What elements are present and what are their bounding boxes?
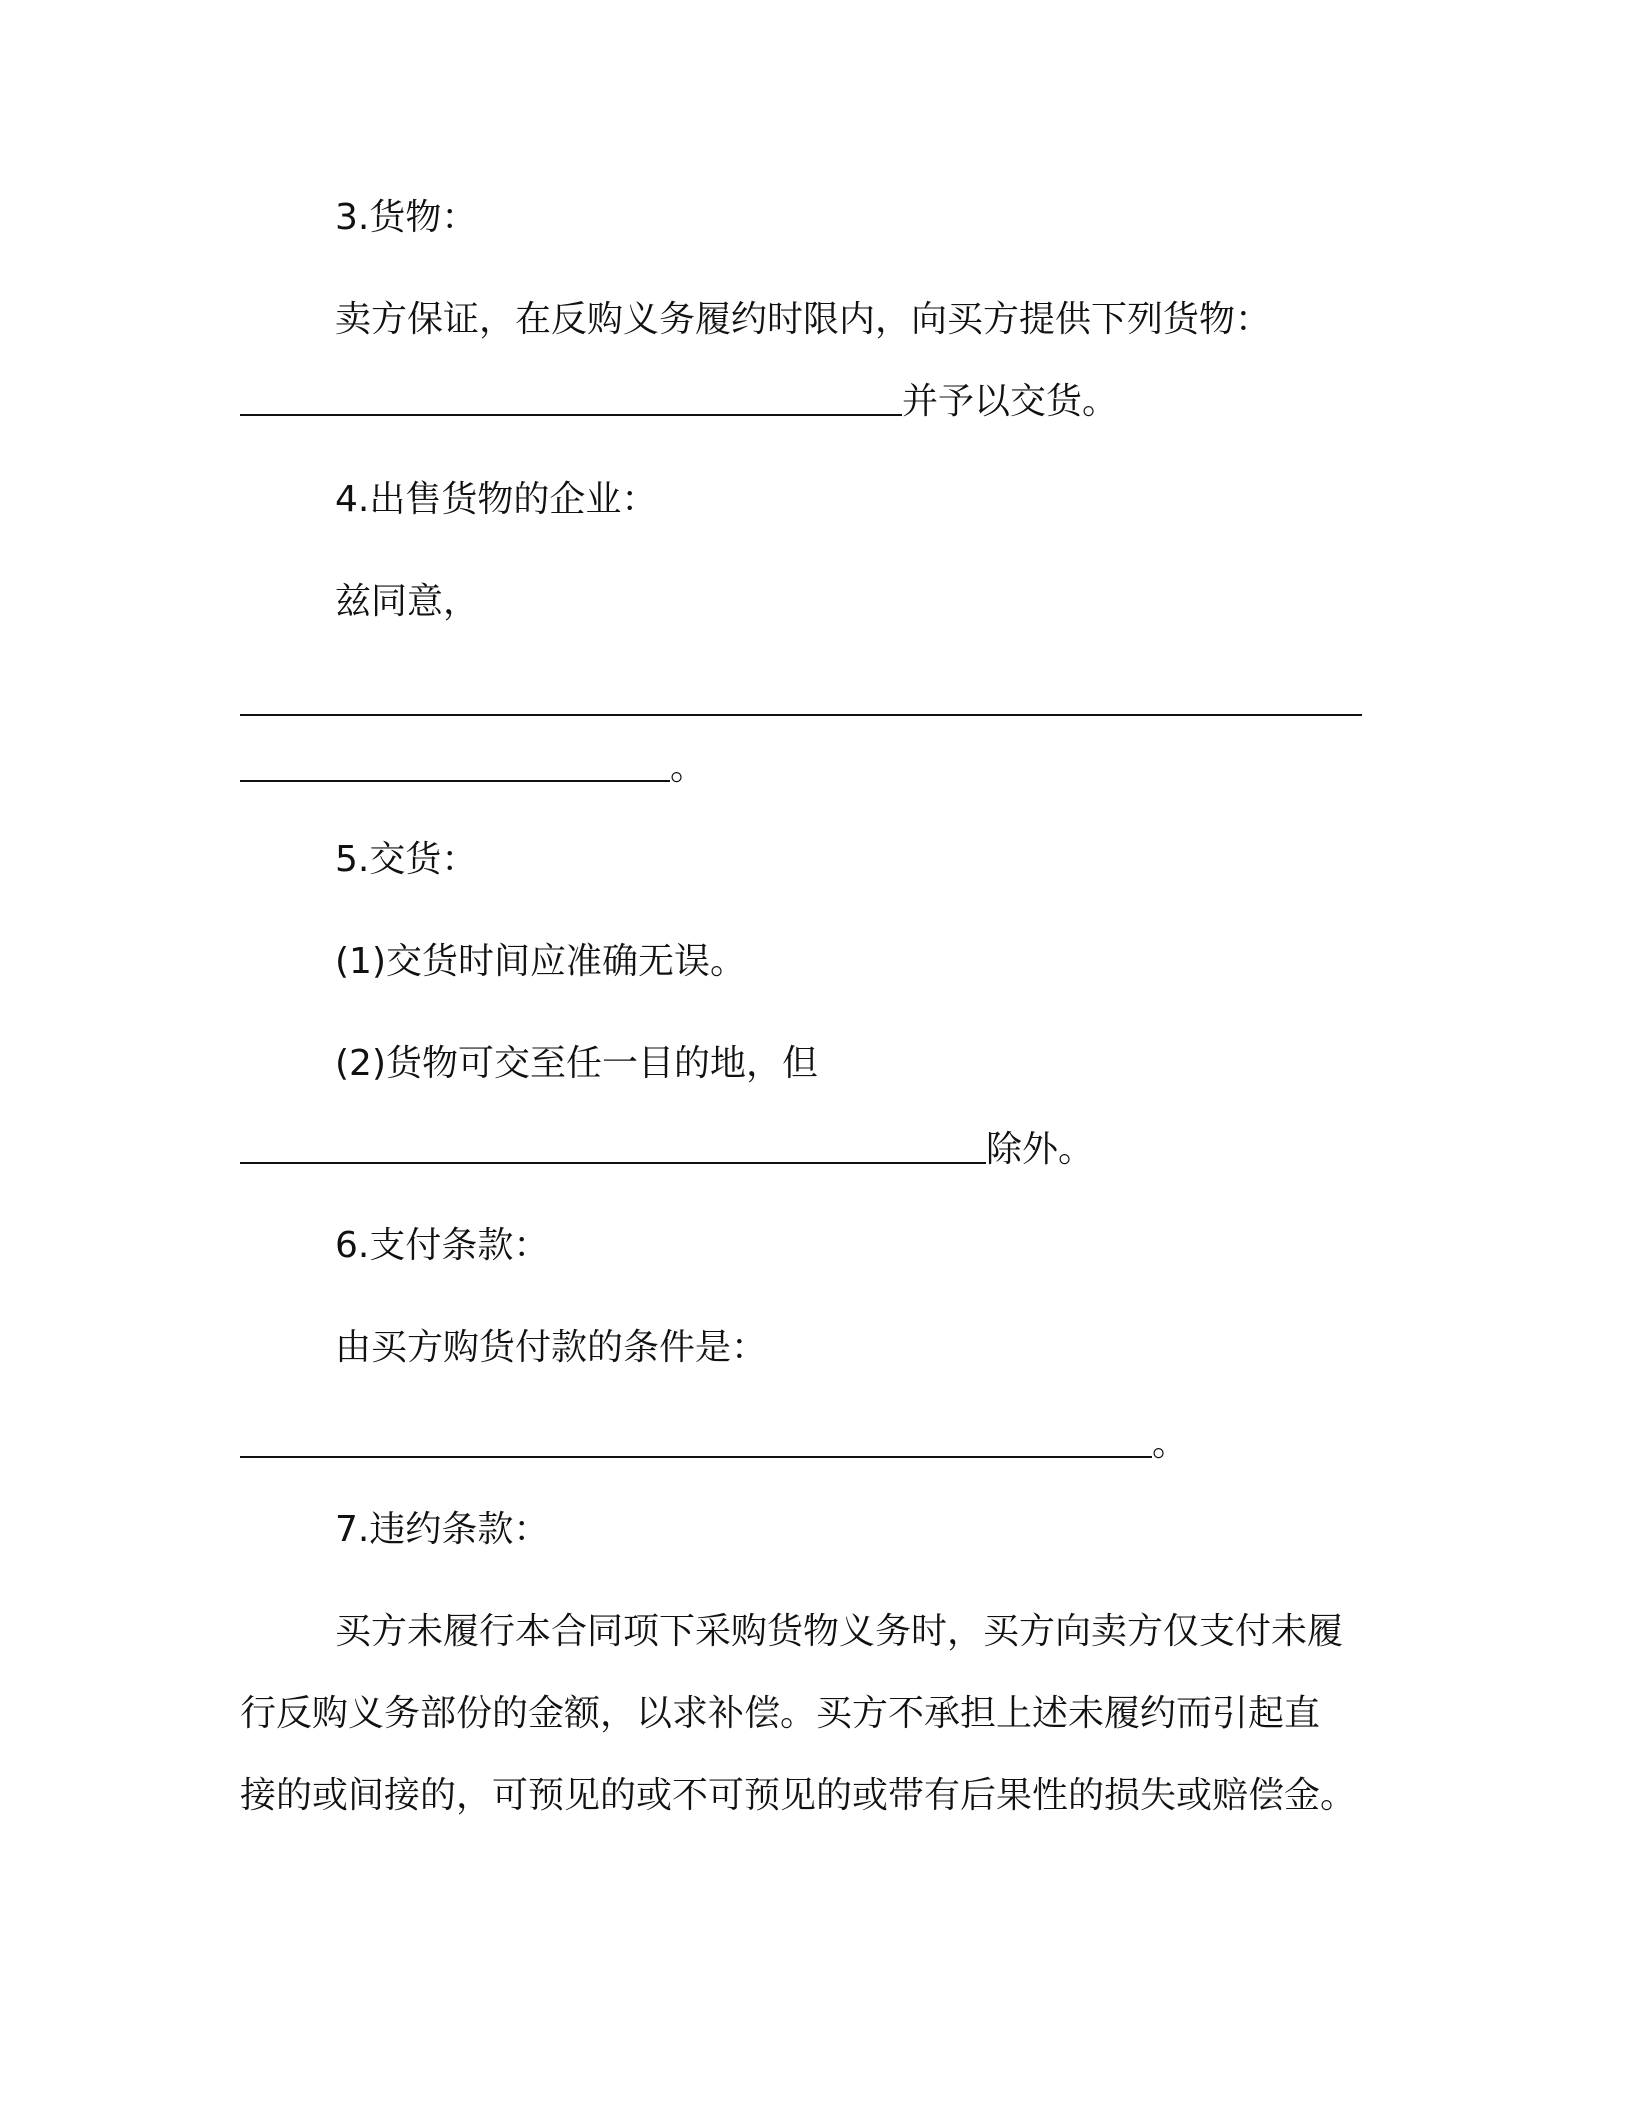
blank-underline [240, 738, 670, 782]
section-6-text: 由买方购货付款的条件是： [335, 1327, 768, 1368]
section-7-heading: 7.违约条款： [335, 1509, 550, 1550]
section-4-tail: 。 [670, 747, 707, 788]
section-7-paragraph-line-2: 行反购义务部份的金额，以求补偿。买方不承担上述未履约而引起直 [240, 1693, 1321, 1734]
section-5-item-2: (2)货物可交至任一目的地，但 [335, 1043, 818, 1084]
section-4-text: 兹同意， [335, 581, 480, 622]
blank-underline [240, 672, 1362, 716]
section-6-fill-line [240, 1414, 1188, 1474]
blank-underline [240, 1414, 1152, 1458]
section-4-heading: 4.出售货物的企业： [335, 479, 658, 520]
section-6-tail: 。 [1152, 1423, 1189, 1464]
section-3-fill-line [240, 372, 1118, 432]
section-3-heading: 3.货物： [335, 197, 478, 238]
section-4-fill-line-1 [240, 672, 1362, 732]
blank-underline [240, 372, 902, 416]
blank-underline [240, 1120, 986, 1164]
section-6-heading: 6.支付条款： [335, 1225, 550, 1266]
section-5-heading: 5.交货： [335, 839, 478, 880]
section-3-tail: 并予以交货。 [902, 381, 1119, 422]
section-3-text: 卖方保证，在反购义务履约时限内，向买方提供下列货物： [335, 299, 1272, 340]
section-7-paragraph-line-3: 接的或间接的，可预见的或不可预见的或带有后果性的损失或赔偿金。 [240, 1775, 1357, 1816]
section-4-fill-line-2 [240, 738, 706, 798]
section-7-paragraph-line-1: 买方未履行本合同项下采购货物义务时，买方向卖方仅支付未履 [335, 1611, 1344, 1652]
section-5-tail: 除外。 [986, 1129, 1095, 1170]
section-5-fill-line [240, 1120, 1094, 1180]
section-5-item-1: (1)交货时间应准确无误。 [335, 941, 746, 982]
